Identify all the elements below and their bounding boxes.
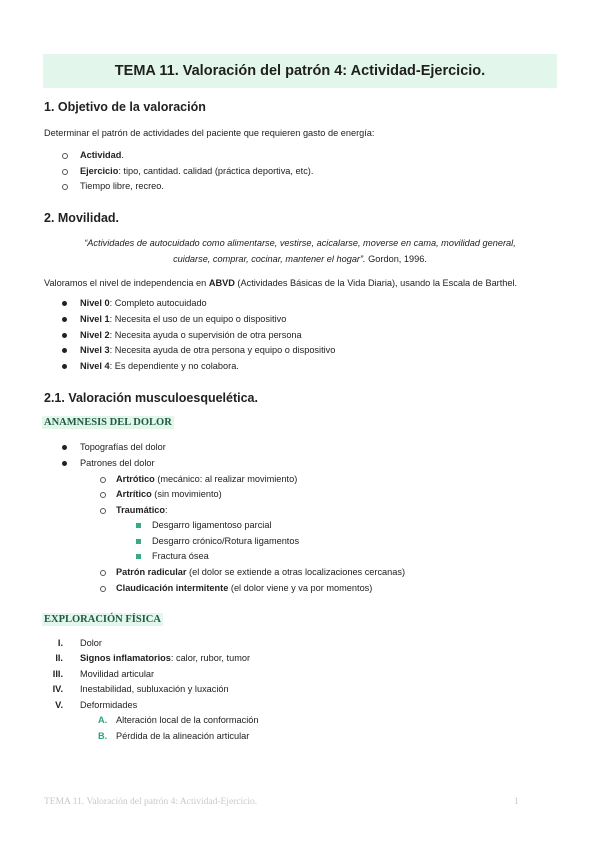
- list-item: Signos inflamatorios: calor, rubor, tumor: [80, 653, 251, 663]
- list-item: Desgarro crónico/Rotura ligamentos: [152, 536, 300, 546]
- list-item: Traumático:: [116, 505, 168, 515]
- list-item: Topografías del dolor: [80, 442, 166, 452]
- level-item: Nivel 2: Necesita ayuda o supervisión de otra persona: [80, 330, 302, 340]
- roman-numeral: III.: [52, 669, 63, 679]
- roman-numeral: V.: [55, 700, 63, 710]
- solid-bullet-icon: [62, 461, 67, 466]
- list-item: Pérdida de la alineación articular: [116, 731, 250, 741]
- square-bullet-icon: [136, 539, 141, 544]
- letter-marker: A.: [98, 715, 108, 725]
- section-2-heading: 2. Movilidad.: [44, 211, 120, 225]
- hollow-bullet-icon: [100, 492, 106, 498]
- list-item: Artrótico (mecánico: al realizar movimiento): [116, 474, 298, 484]
- square-bullet-icon: [136, 554, 141, 559]
- solid-bullet-icon: [62, 317, 67, 322]
- quote-line-1: “Actividades de autocuidado como alimentarse, vestirse, acicalarse, moverse en cama, movilidad general,: [84, 238, 516, 248]
- list-item: Patrones del dolor: [80, 458, 155, 468]
- list-item: Actividad.: [80, 150, 124, 160]
- list-item: Inestabilidad, subluxación y luxación: [80, 684, 229, 694]
- list-item: Dolor: [80, 638, 102, 648]
- exploracion-heading: EXPLORACIÓN FÍSICA: [44, 614, 161, 625]
- hollow-bullet-icon: [100, 508, 106, 514]
- list-item: Tiempo libre, recreo.: [80, 181, 164, 191]
- level-item: Nivel 4: Es dependiente y no colabora.: [80, 361, 239, 371]
- section-1-heading: 1. Objetivo de la valoración: [44, 100, 206, 114]
- list-item: Claudicación intermitente (el dolor viene y va por momentos): [116, 583, 373, 593]
- list-item: Deformidades: [80, 700, 138, 710]
- solid-bullet-icon: [62, 333, 67, 338]
- title-banner: [43, 54, 557, 88]
- roman-numeral: II.: [55, 653, 63, 663]
- list-item: Desgarro ligamentoso parcial: [152, 520, 272, 530]
- section-1-intro: Determinar el patrón de actividades del paciente que requieren gasto de energía:: [44, 128, 375, 138]
- page-title: TEMA 11. Valoración del patrón 4: Actividad-Ejercicio.: [114, 63, 486, 79]
- roman-numeral: I.: [57, 638, 63, 648]
- hollow-bullet-icon: [62, 184, 68, 190]
- solid-bullet-icon: [62, 301, 67, 306]
- solid-bullet-icon: [62, 445, 67, 450]
- section-2-1-heading: 2.1. Valoración musculoesquelética.: [44, 391, 258, 405]
- hollow-bullet-icon: [100, 570, 106, 576]
- solid-bullet-icon: [62, 348, 67, 353]
- solid-bullet-icon: [62, 364, 67, 369]
- anamnesis-heading: ANAMNESIS DEL DOLOR: [44, 417, 172, 428]
- barthel-paragraph: Valoramos el nivel de independencia en ABVD (Actividades Básicas de la Vida Diaria), usando la Escala de Barthel.: [44, 278, 518, 288]
- level-item: Nivel 3: Necesita ayuda de otra persona y equipo o dispositivo: [80, 345, 336, 355]
- list-item: Movilidad articular: [80, 669, 155, 679]
- letter-marker: B.: [98, 731, 108, 741]
- footer-title: TEMA 11. Valoración del patrón 4: Actividad-Ejercicio.: [44, 797, 258, 807]
- quote-line-2: cuidarse, comprar, cocinar, mantener el hogar”. Gordon, 1996.: [173, 254, 427, 264]
- list-item: Fractura ósea: [152, 551, 209, 561]
- level-item: Nivel 0: Completo autocuidado: [80, 298, 207, 308]
- hollow-bullet-icon: [100, 477, 106, 483]
- list-item: Alteración local de la conformación: [116, 715, 259, 725]
- level-item: Nivel 1: Necesita el uso de un equipo o dispositivo: [80, 314, 287, 324]
- list-item: Patrón radicular (el dolor se extiende a otras localizaciones cercanas): [116, 567, 406, 577]
- page-number: 1: [514, 797, 519, 807]
- hollow-bullet-icon: [62, 153, 68, 159]
- square-bullet-icon: [136, 523, 141, 528]
- list-item: Ejercicio: tipo, cantidad. calidad (práctica deportiva, etc).: [80, 166, 314, 176]
- hollow-bullet-icon: [100, 586, 106, 592]
- list-item: Artrítico (sin movimiento): [116, 489, 222, 499]
- roman-numeral: IV.: [52, 684, 63, 694]
- hollow-bullet-icon: [62, 169, 68, 175]
